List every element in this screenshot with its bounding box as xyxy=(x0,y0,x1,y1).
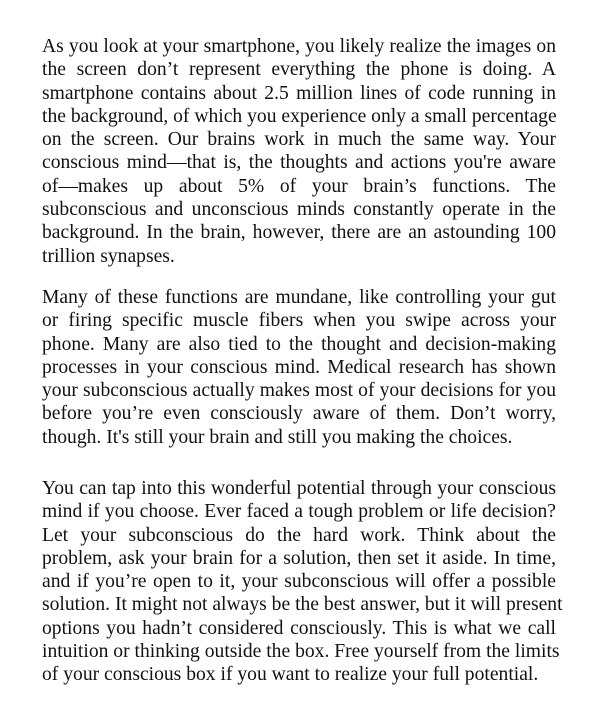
text-line: background. In the brain, however, there are an astounding 100 xyxy=(42,222,556,244)
paragraph-3 xyxy=(42,477,563,687)
text-line: conscious mind—that is, the thoughts and actions you're aware xyxy=(42,152,556,174)
text-line: intuition or thinking outside the box. Free yourself from the limits xyxy=(42,641,560,663)
text-line: Many of these functions are mundane, like controlling your gut xyxy=(42,287,556,308)
text-line: solution. It might not always be the best answer, but it will present xyxy=(42,594,563,616)
text-line: trillion synapses. xyxy=(42,245,175,267)
paragraph-2 xyxy=(42,286,556,449)
text-line: Let your subconscious do the hard work. Think about the xyxy=(42,524,556,546)
text-line: and if you’re open to it, your subconscious will offer a possible xyxy=(42,571,556,593)
text-line: of your conscious box if you want to realize your full potential. xyxy=(42,664,539,686)
text-line: mind if you choose. Ever faced a tough problem or life decision? xyxy=(42,501,556,523)
text-line: before you’re even consciously aware of them. Don’t worry, xyxy=(42,403,556,425)
text-line: You can tap into this wonderful potential through your conscious xyxy=(42,478,556,499)
text-line: the screen don’t represent everything the phone is doing. A xyxy=(42,59,556,81)
text-line: problem, ask your brain for a solution, then set it aside. In time, xyxy=(42,547,556,569)
text-line: As you look at your smartphone, you likely realize the images on xyxy=(42,36,556,57)
text-line: on the screen. Our brains work in much the same way. Your xyxy=(42,129,556,151)
text-line: options you hadn’t considered consciously. This is what we call xyxy=(42,617,556,639)
text-line: your subconscious actually makes most of your decisions for you xyxy=(42,380,556,402)
text-line: phone. Many are also tied to the thought and decision-making xyxy=(42,333,556,355)
text-line: subconscious and unconscious minds constantly operate in the xyxy=(42,199,556,221)
text-line: the background, of which you experience only a small percentage xyxy=(42,105,557,127)
text-line: though. It's still your brain and still you making the choices. xyxy=(42,426,513,448)
text-line: or firing specific muscle fibers when you swipe across your xyxy=(42,310,556,332)
text-line: smartphone contains about 2.5 million lines of code running in xyxy=(42,82,556,104)
text-line: processes in your conscious mind. Medical research has shown xyxy=(42,356,556,378)
paragraph-1 xyxy=(42,35,556,268)
text-line: of—makes up about 5% of your brain’s functions. The xyxy=(42,175,556,197)
